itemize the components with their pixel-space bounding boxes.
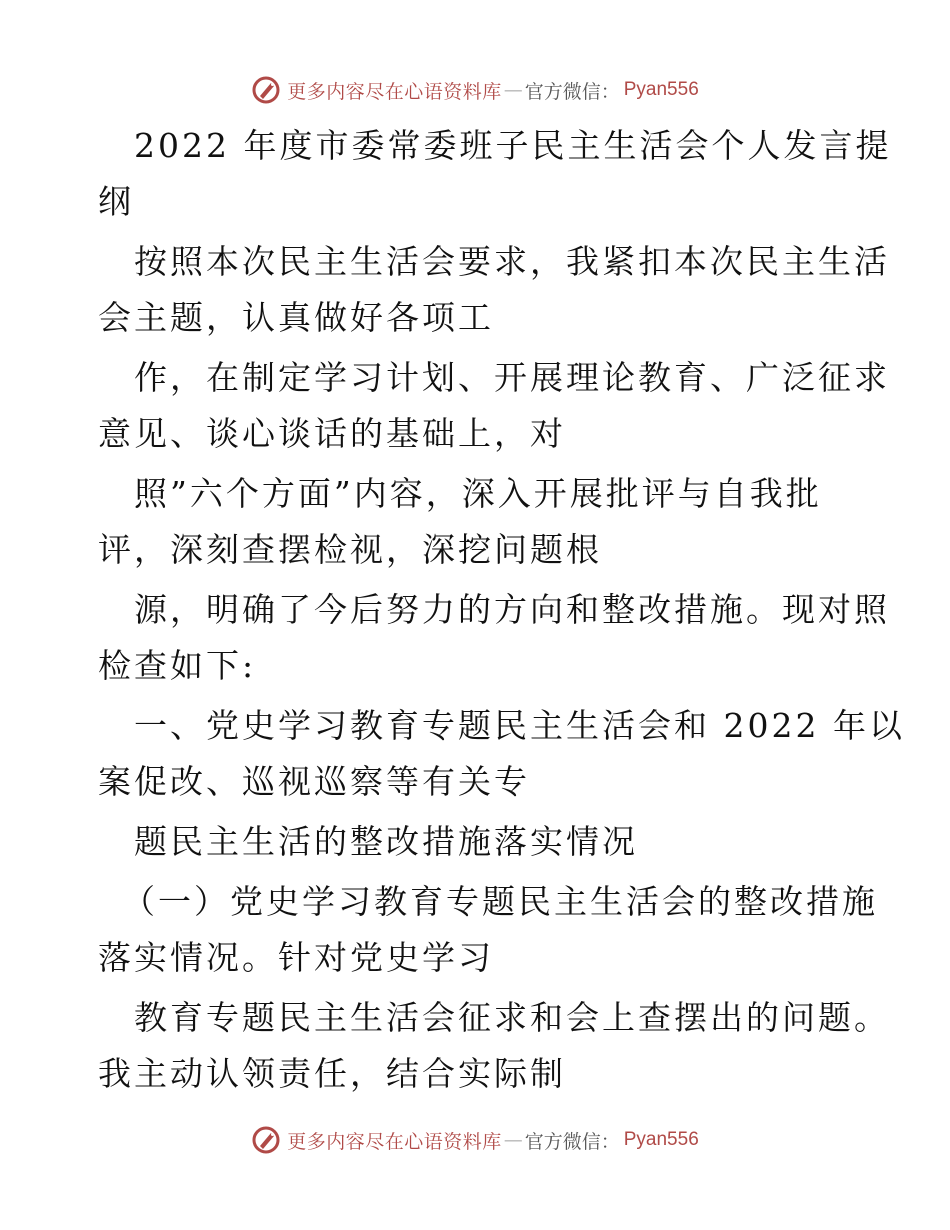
- doc-line: 作，在制定学习计划、开展理论教育、广泛征求: [134, 358, 890, 397]
- doc-line: 纲: [98, 182, 134, 221]
- doc-line: 检查如下:: [98, 646, 257, 685]
- doc-line: 源，明确了今后努力的方向和整改措施。现对照: [134, 590, 890, 629]
- wechat-label: 官方微信：: [524, 1130, 620, 1153]
- header-banner: [0, 70, 950, 110]
- doc-line: （一）党史学习教育专题民主生活会的整改措施: [122, 882, 878, 921]
- footer-banner: [0, 1120, 950, 1160]
- wechat-id: Pyan556: [623, 79, 699, 100]
- wechat-id: Pyan556: [623, 1129, 699, 1150]
- pen-nib-logo-icon: [251, 75, 281, 105]
- doc-line-title: 2022 年度市委常委班子民主生活会个人发言提: [134, 126, 892, 165]
- doc-line: 意见、谈心谈话的基础上，对: [98, 414, 566, 453]
- doc-line: 题民主生活的整改措施落实情况: [134, 822, 638, 861]
- site-text: 更多内容尽在心语资料库: [287, 80, 502, 103]
- doc-line: 一、党史学习教育专题民主生活会和 2022 年以: [134, 706, 905, 745]
- doc-line: 案促改、巡视巡察等有关专: [98, 762, 530, 801]
- doc-line: 教育专题民主生活会征求和会上查摆出的问题。: [134, 998, 890, 1037]
- doc-line: 落实情况。针对党史学习: [98, 938, 494, 977]
- doc-line: 评，深刻查摆检视，深挖问题根: [98, 530, 602, 569]
- separator: —: [503, 1129, 523, 1151]
- doc-line: 会主题，认真做好各项工: [98, 298, 494, 337]
- doc-line: 我主动认领责任，结合实际制: [98, 1054, 566, 1093]
- doc-line: 按照本次民主生活会要求，我紧扣本次民主生活: [134, 242, 890, 281]
- pen-nib-logo-icon: [251, 1125, 281, 1155]
- site-text: 更多内容尽在心语资料库: [287, 1130, 502, 1153]
- doc-line: 照”六个方面”内容，深入开展批评与自我批: [134, 474, 822, 513]
- separator: —: [503, 79, 523, 101]
- wechat-label: 官方微信：: [524, 80, 620, 103]
